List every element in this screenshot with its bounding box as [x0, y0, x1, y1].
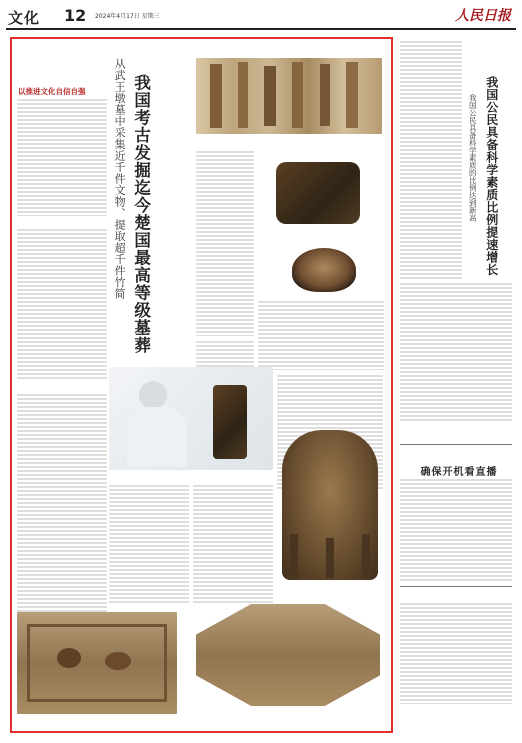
body-text-block — [17, 98, 107, 216]
article-subheadline: 从武王墩墓中采集近千件文物、提取超千件竹简 — [113, 58, 127, 300]
bronze-mask-photo — [276, 162, 360, 224]
right-subheadline: 我国公民具备科学素质的比例达到新高 — [468, 94, 478, 222]
body-text-block — [17, 393, 107, 633]
right-headline: 我国公民具备科学素质比例提速增长 — [484, 76, 499, 276]
divider — [400, 444, 512, 445]
bronze-vessel-photo — [282, 430, 378, 580]
excavation-site-photo — [17, 612, 177, 714]
right-text-block — [400, 40, 462, 280]
bowl-photo — [292, 248, 356, 292]
body-text-block — [196, 150, 254, 336]
date-line: 2024年4月17日 星期三 — [95, 13, 160, 20]
body-text-block — [258, 300, 384, 370]
right-text-block — [400, 602, 512, 704]
body-text-block — [17, 228, 107, 380]
article-headline: 我国考古发掘迄今楚国最高等级墓葬 — [131, 74, 151, 354]
divider — [400, 586, 512, 587]
right-text-block — [400, 282, 512, 422]
body-text-block — [109, 484, 189, 604]
masthead-rule — [6, 28, 516, 30]
right-text-block — [400, 478, 512, 582]
body-text-block — [193, 484, 273, 604]
section-name: 文化 — [8, 9, 41, 27]
newspaper-logo: 人民日报 — [455, 8, 511, 24]
live-headline: 确保开机看直播 — [420, 467, 498, 478]
body-text-block — [196, 340, 254, 370]
page-number: 12 — [64, 6, 87, 25]
bamboo-slips-photo — [196, 58, 382, 134]
lab-worker-photo — [109, 367, 273, 470]
article-kicker: 以推进文化自信自强 — [18, 87, 86, 96]
